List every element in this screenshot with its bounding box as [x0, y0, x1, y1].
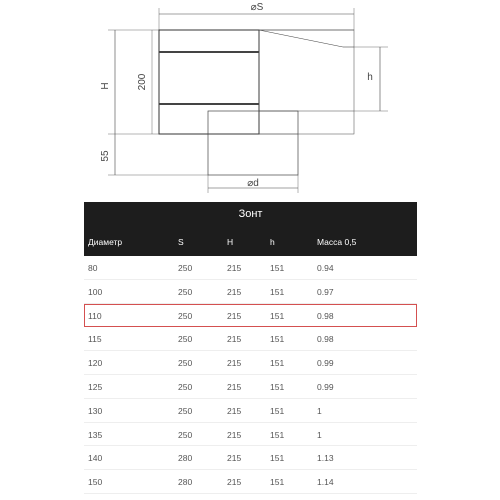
label-diameter-d: ⌀d — [247, 178, 259, 189]
table-cell: 215 — [227, 286, 242, 297]
table-cell: 250 — [178, 381, 193, 392]
table-cell: 215 — [227, 429, 242, 440]
column-header: Масса 0,5 — [317, 237, 357, 247]
table-row — [84, 470, 417, 494]
table-row — [84, 351, 417, 375]
table-cell: 135 — [88, 429, 103, 440]
table-row — [84, 304, 417, 328]
table-row — [84, 256, 417, 280]
table-cell: 215 — [227, 334, 242, 345]
label-height-h: h — [367, 72, 373, 83]
table-cell: 250 — [178, 358, 193, 369]
table-cell: 151 — [270, 310, 285, 321]
table-cell: 0.97 — [317, 286, 334, 297]
specs-table — [84, 202, 417, 494]
table-cell: 0.99 — [317, 358, 334, 369]
column-header: Диаметр — [88, 237, 123, 247]
table-cell: 1 — [317, 405, 322, 416]
table-title: Зонт — [84, 202, 417, 226]
table-cell: 0.99 — [317, 381, 334, 392]
table-cell: 80 — [88, 263, 98, 273]
label-diameter-s: ⌀S — [250, 2, 264, 13]
table-cell: 151 — [270, 477, 285, 488]
table-cell: 250 — [178, 263, 193, 273]
technical-drawing — [0, 0, 500, 200]
table-row — [84, 375, 417, 399]
table-cell: 125 — [88, 381, 103, 392]
table-cell: 150 — [88, 477, 103, 488]
column-header: h — [270, 237, 275, 247]
table-cell: 215 — [227, 477, 242, 488]
table-row — [84, 399, 417, 423]
table-cell: 115 — [88, 334, 102, 345]
table-cell: 151 — [270, 358, 285, 369]
table-cell: 151 — [270, 286, 285, 297]
table-cell: 280 — [178, 453, 193, 464]
table-cell: 151 — [270, 263, 285, 273]
table-cell: 280 — [178, 477, 193, 488]
table-cell: 0.94 — [317, 263, 334, 273]
table-row — [84, 423, 417, 447]
table-cell: 151 — [270, 381, 285, 392]
table-cell: 250 — [178, 310, 193, 321]
label-height-total: H — [100, 82, 111, 90]
table-cell: 215 — [227, 405, 242, 416]
table-cell: 0.98 — [317, 310, 334, 321]
table-cell: 250 — [178, 334, 193, 345]
table-row — [84, 280, 417, 304]
table-cell: 1 — [317, 429, 322, 440]
table-cell: 151 — [270, 405, 285, 416]
table-cell: 151 — [270, 334, 285, 345]
column-header: S — [178, 237, 184, 247]
table-cell: 100 — [88, 286, 103, 297]
table-cell: 250 — [178, 429, 193, 440]
table-cell: 140 — [88, 453, 103, 464]
table-cell: 215 — [227, 310, 242, 321]
label-height-200: 200 — [137, 73, 148, 91]
table-header — [84, 226, 417, 256]
table-cell: 0.98 — [317, 334, 334, 345]
table-row — [84, 327, 417, 351]
table-cell: 215 — [227, 263, 242, 273]
table-cell: 130 — [88, 405, 103, 416]
table-cell: 1.14 — [317, 477, 334, 488]
column-header: H — [227, 237, 234, 247]
table-cell: 250 — [178, 286, 193, 297]
table-cell: 151 — [270, 429, 285, 440]
table-cell: 215 — [227, 358, 242, 369]
table-row — [84, 446, 417, 470]
table-cell: 110 — [88, 310, 102, 321]
label-height-55: 55 — [100, 150, 111, 162]
table-cell: 215 — [227, 381, 242, 392]
table-cell: 151 — [270, 453, 285, 464]
table-cell: 120 — [88, 358, 103, 369]
table-cell: 250 — [178, 405, 193, 416]
table-cell: 215 — [227, 453, 242, 464]
table-cell: 1.13 — [317, 453, 334, 464]
